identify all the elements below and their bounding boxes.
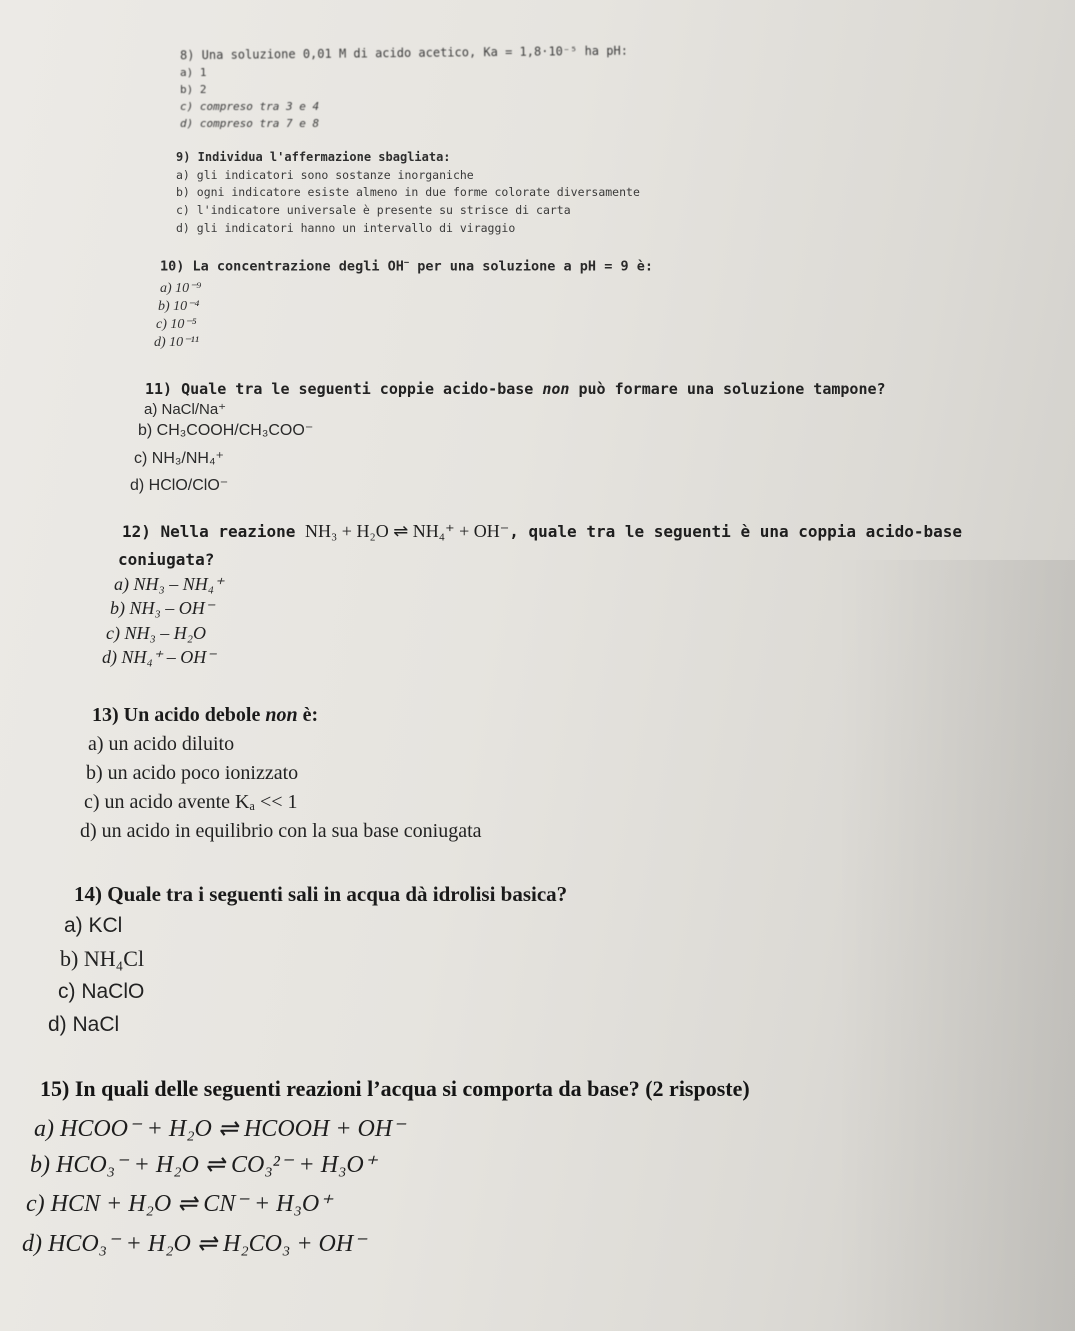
question-15-title: 15) In quali delle seguenti reazioni l’acqua si comporta da base? (2 risposte) (40, 1076, 750, 1101)
question-12-title-post: , quale tra le seguenti è una coppia acido-base (509, 522, 962, 541)
question-8-title: 8) Una soluzione 0,01 M di acido acetico, Ka = 1,8·10⁻⁵ ha pH: (179, 43, 628, 63)
question-11-option-a: a) NaCl/Na⁺ (144, 401, 227, 418)
question-15-option-c: c) HCN + H₂O ⇌ CN⁻ + H₃O⁺ (26, 1191, 332, 1217)
question-11-option-b: b) CH₃COOH/CH₃COO⁻ (138, 422, 314, 439)
question-14-option-d: d) NaCl (48, 1013, 120, 1036)
question-9-option-d: d) gli indicatori hanno un intervallo di viraggio (176, 221, 516, 235)
question-12-option-c: c) NH₃ – H₂O (106, 623, 207, 643)
question-11-title-pre: 11) Quale tra le seguenti coppie acido-base (145, 380, 543, 398)
question-10-title-pre: 10) La concentrazione degli OH (160, 258, 404, 275)
question-14-option-c: c) NaClO (58, 980, 145, 1003)
question-14-option-b: b) NH₄Cl (60, 946, 145, 971)
question-10-option-a: a) 10⁻⁹ (160, 281, 202, 296)
question-9-option-b: b) ogni indicatore esiste almeno in due forme colorate diversamente (176, 185, 640, 199)
question-13-title-non: non (265, 704, 298, 726)
question-13-option-a: a) un acido diluito (88, 733, 235, 755)
question-12-equation: NH₃ + H₂O ⇌ NH₄⁺ + OH⁻ (305, 521, 510, 541)
question-8-option-d: d) compreso tra 7 e 8 (180, 117, 320, 130)
question-8-option-a: a) 1 (180, 66, 207, 79)
question-13-option-b: b) un acido poco ionizzato (86, 762, 299, 784)
question-9-title: 9) Individua l'affermazione sbagliata: (176, 150, 451, 164)
question-12-option-a: a) NH₃ – NH₄⁺ (114, 574, 224, 594)
question-11-title (145, 380, 886, 398)
question-11-title-non: non (542, 380, 570, 398)
question-13-title-pre: 13) Un acido debole (92, 704, 266, 726)
question-11-option-d: d) HClO/ClO⁻ (130, 477, 229, 494)
question-9-option-c: c) l'indicatore universale è presente su strisce di carta (176, 203, 571, 217)
question-10-title-post: per una soluzione a pH = 9 è: (409, 258, 653, 275)
question-10-option-d: d) 10⁻¹¹ (154, 335, 199, 350)
question-12-title (122, 521, 962, 542)
question-12-title-pre: 12) Nella reazione (122, 522, 306, 541)
question-12-title-line2: coniugata? (118, 550, 215, 569)
question-8-option-c: c) compreso tra 3 e 4 (180, 100, 320, 113)
question-10-option-c: c) 10⁻⁵ (156, 317, 197, 332)
question-13-option-d: d) un acido in equilibrio con la sua base coniugata (80, 820, 482, 842)
paper-shadow (835, 560, 1075, 1331)
question-15-option-d: d) HCO₃⁻ + H₂O ⇌ H₂CO₃ + OH⁻ (22, 1231, 366, 1257)
question-12-option-d: d) NH₄⁺ – OH⁻ (102, 647, 216, 667)
question-13-title-post: è: (297, 704, 319, 726)
question-10-title: 10) La concentrazione degli OH− per una soluzione a pH = 9 è: (160, 258, 653, 275)
question-9-option-a: a) gli indicatori sono sostanze inorganiche (176, 168, 474, 182)
question-13-option-c: c) un acido avente Kₐ << 1 (84, 791, 298, 813)
question-13-title (92, 704, 318, 727)
question-8-option-b: b) 2 (180, 83, 207, 96)
question-10-option-b: b) 10⁻⁴ (158, 299, 200, 314)
question-11-title-post: può formare una soluzione tampone? (569, 380, 886, 398)
question-12-option-b: b) NH₃ – OH⁻ (110, 598, 215, 618)
question-14-option-a: a) KCl (64, 914, 123, 937)
question-15-option-b: b) HCO₃⁻ + H₂O ⇌ CO₃²⁻ + H₃O⁺ (30, 1152, 377, 1178)
question-11-option-c: c) NH₃/NH₄⁺ (134, 450, 224, 467)
question-14-title: 14) Quale tra i seguenti sali in acqua dà idrolisi basica? (74, 882, 568, 906)
question-15-option-a: a) HCOO⁻ + H₂O ⇌ HCOOH + OH⁻ (34, 1116, 405, 1142)
